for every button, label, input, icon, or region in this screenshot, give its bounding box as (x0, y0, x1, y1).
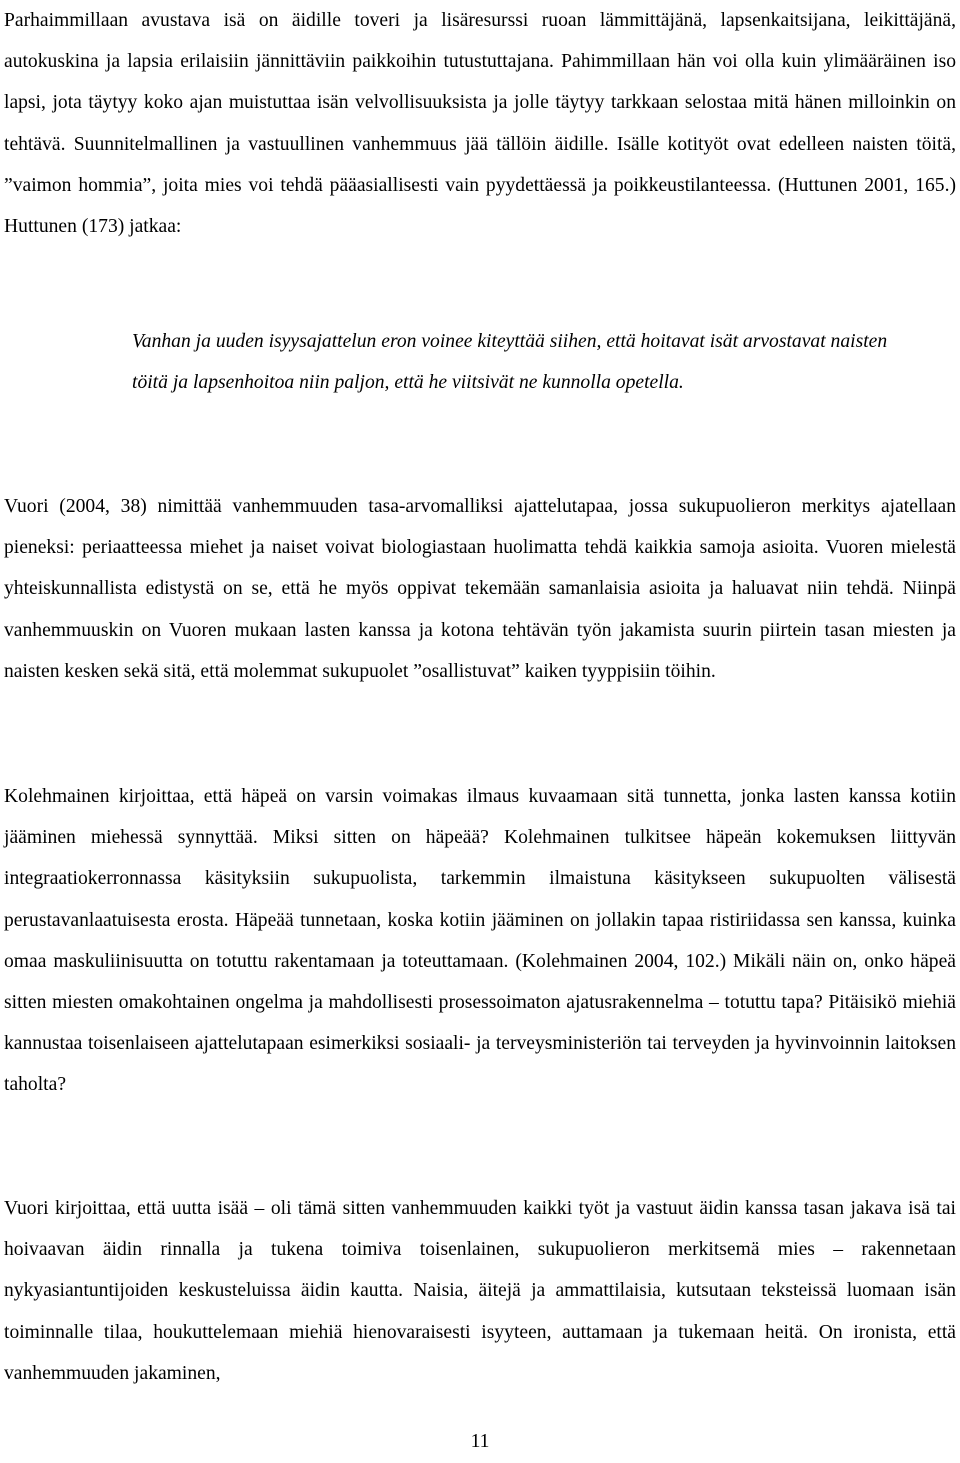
body-paragraph-3: Kolehmainen kirjoittaa, että häpeä on varsin voimakas ilmaus kuvaamaan sitä tunnetta, jonka lasten kanssa kotiin jääminen miehessä synnyttää. Miksi sitten on häpeää? Kolehmainen tulkitsee häpeän kokemuksen liittyvän integraatiokerronnassa käsityksiin sukupuolista, tarkemmin ilmaistuna käsitykseen sukupuolten välisestä perustavanlaatuisesta erosta. Häpeää tunnetaan, koska kotiin jääminen on jollakin tapaa ristiriidassa sen kanssa, kuinka omaa maskuliinisuutta on totuttu rakentamaan ja toteuttamaan. (Kolehmainen 2004, 102.) Mikäli näin on, onko häpeä sitten miesten omakohtainen ongelma ja mahdollisesti prosessoimaton ajatusrakennelma – totuttu tapa? Pitäisikö miehiä kannustaa toisenlaiseen ajattelutapaan esimerkiksi sosiaali- ja terveysministeriön tai terveyden ja hyvinvoinnin laitoksen taholta? (4, 786, 956, 1096)
body-paragraph-2: Vuori (2004, 38) nimittää vanhemmuuden tasa-arvomalliksi ajattelutapaa, jossa sukupuolieron merkitys ajatellaan pieneksi: periaatteessa miehet ja naiset voivat biologiastaan huolimatta tehdä kaikkia samoja asioita. Vuoren mielestä yhteiskunnallista edistystä on se, että he myös oppivat tekemään samanlaisia asioita ja haluavat niin tehdä. Niinpä vanhemmuuskin on Vuoren mukaan lasten kanssa ja kotona tehtävän työn jakamista suurin piirtein tasan miesten ja naisten kesken sekä sitä, että molemmat sukupuolet ”osallistuvat” kaiken tyyppisiin töihin. (4, 496, 956, 682)
block-quote: Vanhan ja uuden isyysajattelun eron voinee kiteyttää siihen, että hoitavat isät arvostavat naisten töitä ja lapsenhoitoa niin paljon, että he viitsivät ne kunnolla opetella. (132, 331, 888, 394)
body-paragraph-1: Parhaimmillaan avustava isä on äidille toveri ja lisäresurssi ruoan lämmittäjänä, lapsenkaitsijana, leikittäjänä, autokuskina ja lapsia erilaisiin jännittäviin paikkoihin tutustuttajana. Pahimmillaan hän voi olla kuin ylimääräinen iso lapsi, jota täytyy koko ajan muistuttaa isän velvollisuuksista ja jolle täytyy tarkkaan selostaa mitä hänen milloinkin on tehtävä. Suunnitelmallinen ja vastuullinen vanhemmuus jää tällöin äidille. Isälle kotityöt ovat edelleen naisten töitä, ”vaimon hommia”, joita mies voi tehdä pääasiallisesti vain pyydettäessä ja poikkeustilanteessa. (Huttunen 2001, 165.) Huttunen (173) jatkaa: (4, 10, 956, 238)
page-number: 11 (470, 1431, 490, 1452)
body-paragraph-4: Vuori kirjoittaa, että uutta isää – oli tämä sitten vanhemmuuden kaikki työt ja vastuut äidin kanssa tasan jakava isä tai hoivaavan äidin rinnalla ja tukena toimiva toisenlainen, sukupuolieron merkitsemä mies – rakennetaan nykyasiantuntijoiden keskusteluissa äidin kautta. Naisia, äitejä ja ammattilaisia, kutsutaan teksteissä luomaan isän toiminnalle tilaa, houkuttelemaan miehiä hienovaraisesti isyyteen, auttamaan ja tukemaan heitä. On ironista, että vanhemmuuden jakaminen, (4, 1198, 956, 1384)
